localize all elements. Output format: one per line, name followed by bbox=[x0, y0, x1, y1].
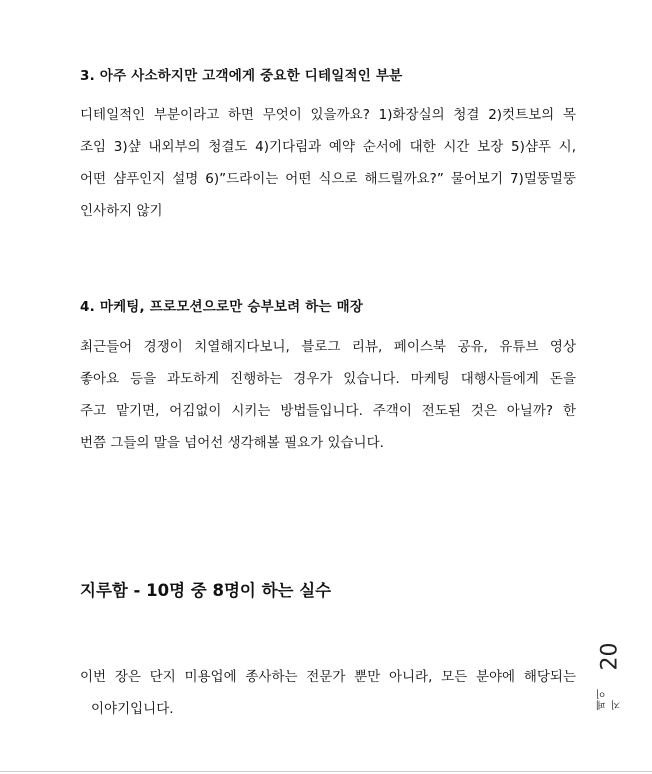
page-bottom-divider bbox=[0, 771, 652, 772]
page-number-label: 페이지 bbox=[597, 688, 623, 710]
section-heading: 4. 마케팅, 프로모션으로만 승부보려 하는 매장 bbox=[80, 299, 364, 315]
section-paragraph bbox=[80, 99, 576, 227]
paragraph-line: 이번 장은 단지 미용업에 종사하는 전문가 뿐만 아니라, 모든 분야에 해당되는 bbox=[80, 669, 576, 685]
section-heading: 3. 아주 사소하지만 고객에게 중요한 디테일적인 부분 bbox=[80, 68, 403, 84]
paragraph-line: 인사하지 않기 bbox=[80, 203, 163, 219]
paragraph-line: 어떤 샴푸인지 설명 6)”드라이는 어떤 식으로 해드릴까요?” 물어보기 7)멀뚱멀뚱 bbox=[80, 171, 576, 187]
paragraph-line: 이야기입니다. bbox=[91, 701, 174, 717]
paragraph-line: 조임 3)샾 내외부의 청결도 4)기다림과 예약 순서에 대한 시간 보장 5)샴푸 시, bbox=[80, 139, 576, 155]
chapter-paragraph bbox=[80, 661, 576, 725]
paragraph-line: 번쯤 그들의 말을 넘어선 생각해볼 필요가 있습니다. bbox=[80, 435, 384, 451]
paragraph-line: 디테일적인 부분이라고 하면 무엇이 있을까요? 1)화장실의 청결 2)컷트보의 목 bbox=[80, 107, 576, 123]
page-number-marker bbox=[592, 640, 628, 710]
section-paragraph bbox=[80, 331, 576, 459]
chapter-title: 지루함 - 10명 중 8명이 하는 실수 bbox=[80, 581, 332, 600]
paragraph-line: 좋아요 등을 과도하게 진행하는 경우가 있습니다. 마케팅 대행사들에게 돈을 bbox=[80, 371, 576, 387]
page-number: 20 bbox=[597, 642, 623, 671]
paragraph-line: 주고 맡기면, 어김없이 시키는 방법들입니다. 주객이 전도된 것은 아닐까? 한 bbox=[80, 403, 576, 419]
paragraph-line: 최근들어 경쟁이 치열해지다보니, 블로그 리뷰, 페이스북 공유, 유튜브 영상 bbox=[80, 339, 576, 355]
